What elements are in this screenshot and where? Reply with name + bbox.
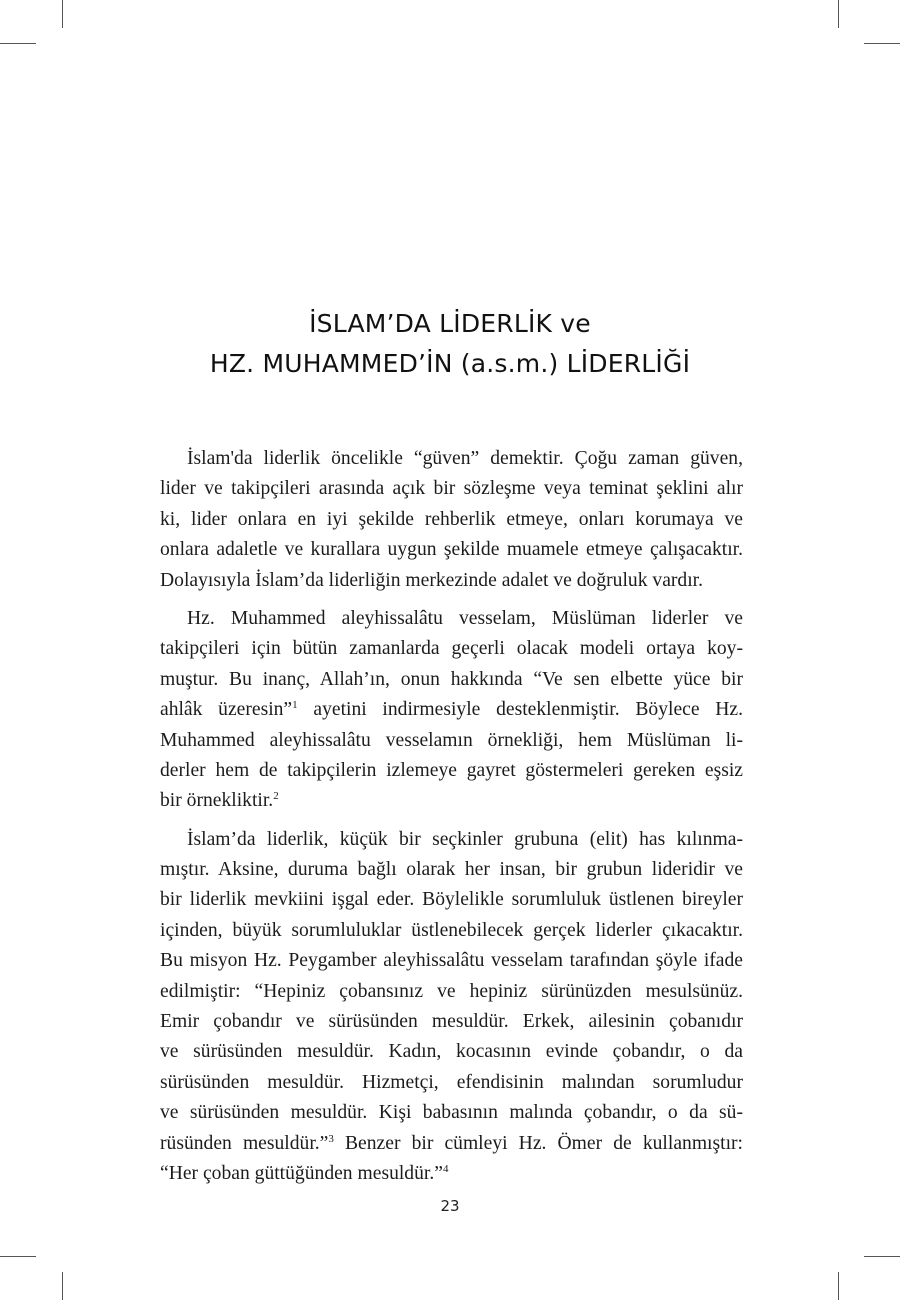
crop-mark <box>838 0 839 28</box>
text-line: Hz. Muhammed aleyhissalâtu vesselam, Müslüman liderler ve <box>187 607 743 629</box>
text-line: sürüsünden mesuldür. Hizmetçi, efendisinin malından sorumludur <box>160 1071 743 1093</box>
text-line: İslam’da liderlik, küçük bir seçkinler grubuna (elit) has kılınma- <box>187 828 743 850</box>
text-line <box>160 1129 743 1159</box>
text-line: onlara adaletle ve kurallara uygun şekilde muamele etmeye çalışacaktır. <box>160 539 743 561</box>
page-number: 23 <box>440 1197 460 1215</box>
text-line: bir liderlik mevkiini işgal eder. Böylelikle sorumluluk üstlenen bireyler <box>160 889 743 911</box>
text-line: içinden, büyük sorumluluklar üstlenebilecek gerçek liderler çıkacaktır. <box>160 919 743 941</box>
text-line: ve sürüsünden mesuldür. Kadın, kocasının evinde çobandır, o da <box>160 1041 743 1063</box>
crop-mark <box>838 1272 839 1300</box>
crop-mark <box>0 1256 36 1257</box>
text-line: ki, lider onlara en iyi şekilde rehberlik etmeye, onları korumaya ve <box>160 508 743 530</box>
chapter-title-line-2: HZ. MUHAMMED’İN (a.s.m.) LİDERLİĞİ <box>209 349 691 378</box>
text-line: muştur. Bu inanç, Allah’ın, onun hakkında “Ve sen elbette yüce bir <box>160 668 743 690</box>
text-line: İslam'da liderlik öncelikle “güven” demektir. Çoğu zaman güven, <box>187 448 743 469</box>
footnote-ref[interactable]: 3 <box>328 1132 334 1145</box>
text-line: edilmiştir: “Hepiniz çobansınız ve hepiniz sürünüzden mesulsünüz. <box>160 980 743 1002</box>
text-line: derler hem de takipçilerin izlemeye gayret göstermeleri gereken eşsiz <box>160 759 743 781</box>
text-line: ve sürüsünden mesuldür. Kişi babasının malında çobandır, o da sü- <box>160 1102 743 1124</box>
paragraph <box>160 604 743 817</box>
text-line <box>160 786 743 816</box>
text-segment: “Her çoban güttüğünden mesuldür.” <box>160 1162 443 1184</box>
text-segment: ahlâk üzeresin” <box>160 699 293 721</box>
text-line <box>160 695 743 725</box>
crop-mark <box>864 1256 900 1257</box>
text-line: lider ve takipçileri arasında açık bir sözleşme veya teminat şeklini alır <box>160 478 743 500</box>
crop-mark <box>62 1272 63 1300</box>
chapter-title-line-1: İSLAM’DA LİDERLİK ve <box>309 309 591 338</box>
text-segment: bir örnekliktir. <box>160 790 274 812</box>
crop-mark <box>864 43 900 44</box>
paragraph <box>160 444 743 596</box>
footnote-ref[interactable]: 1 <box>292 699 298 712</box>
footnote-ref[interactable]: 2 <box>273 790 279 803</box>
text-line: takipçileri için bütün zamanlarda geçerli olacak modeli ortaya koy- <box>160 638 743 660</box>
chapter-title <box>0 304 900 384</box>
footnote-ref[interactable]: 4 <box>442 1162 449 1175</box>
crop-mark <box>62 0 63 28</box>
text-line <box>160 1159 743 1189</box>
text-line: mıştır. Aksine, duruma bağlı olarak her insan, bir grubun lideridir ve <box>160 859 743 881</box>
text-line: Bu misyon Hz. Peygamber aleyhissalâtu vesselam tarafından şöyle ifade <box>160 950 743 972</box>
crop-mark <box>0 43 36 44</box>
text-line: Muhammed aleyhissalâtu vesselamın örnekliği, hem Müslüman li- <box>160 729 743 751</box>
body-text <box>160 444 743 1189</box>
paragraph <box>160 825 743 1190</box>
text-segment: ayetini indirmesiyle desteklenmiştir. Böylece Hz. <box>313 699 744 721</box>
text-line: Dolayısıyla İslam’da liderliğin merkezinde adalet ve doğruluk vardır. <box>160 569 704 591</box>
text-segment: rüsünden mesuldür.” <box>160 1132 329 1154</box>
text-line: Emir çobandır ve sürüsünden mesuldür. Erkek, ailesinin çobanıdır <box>160 1011 743 1033</box>
text-segment: Benzer bir cümleyi Hz. Ömer de kullanmıştır: <box>344 1132 743 1154</box>
